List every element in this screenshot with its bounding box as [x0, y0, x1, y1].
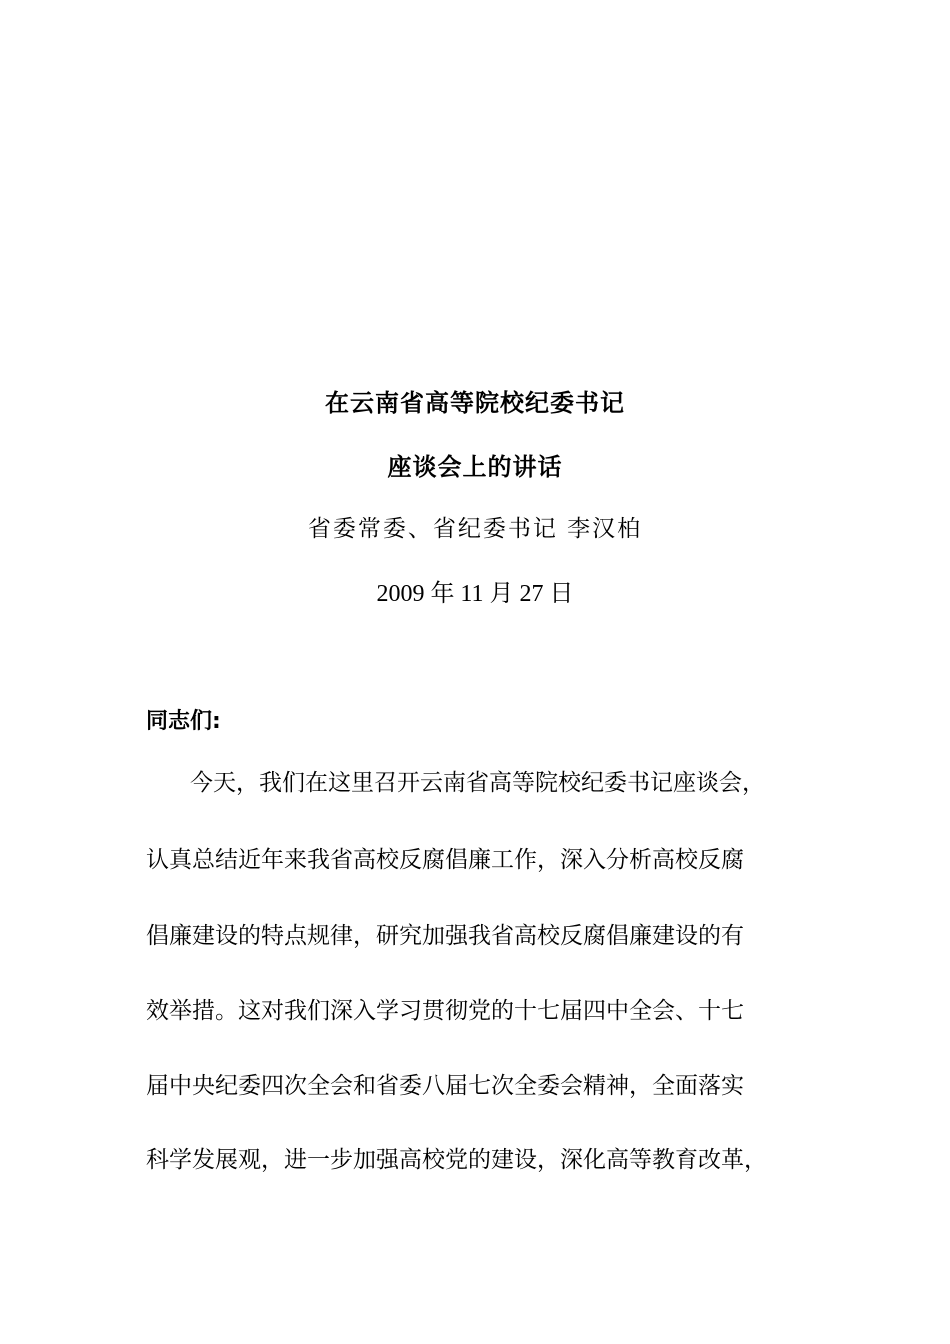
body-text-line: 今天，我们在这里召开云南省高等院校纪委书记座谈会， [190, 770, 765, 796]
speech-title-line-2: 座谈会上的讲话 [387, 453, 563, 481]
speaker-byline: 省委常委、省纪委书记 李汉柏 [307, 516, 643, 542]
speech-date: 2009 年 11 月 27 日 [376, 581, 574, 607]
body-text-line: 倡廉建设的特点规律，研究加强我省高校反腐倡廉建设的有 [146, 923, 744, 949]
body-text-line: 届中央纪委四次全会和省委八届七次全委会精神，全面落实 [146, 1073, 744, 1099]
body-text-line: 效举措。这对我们深入学习贯彻党的十七届四中全会、十七 [146, 998, 744, 1024]
body-text-line: 认真总结近年来我省高校反腐倡廉工作，深入分析高校反腐 [146, 847, 744, 873]
body-text-line: 科学发展观，进一步加强高校党的建设，深化高等教育改革， [146, 1147, 767, 1173]
speech-title-line-1: 在云南省高等院校纪委书记 [325, 389, 625, 417]
salutation: 同志们: [146, 709, 221, 734]
